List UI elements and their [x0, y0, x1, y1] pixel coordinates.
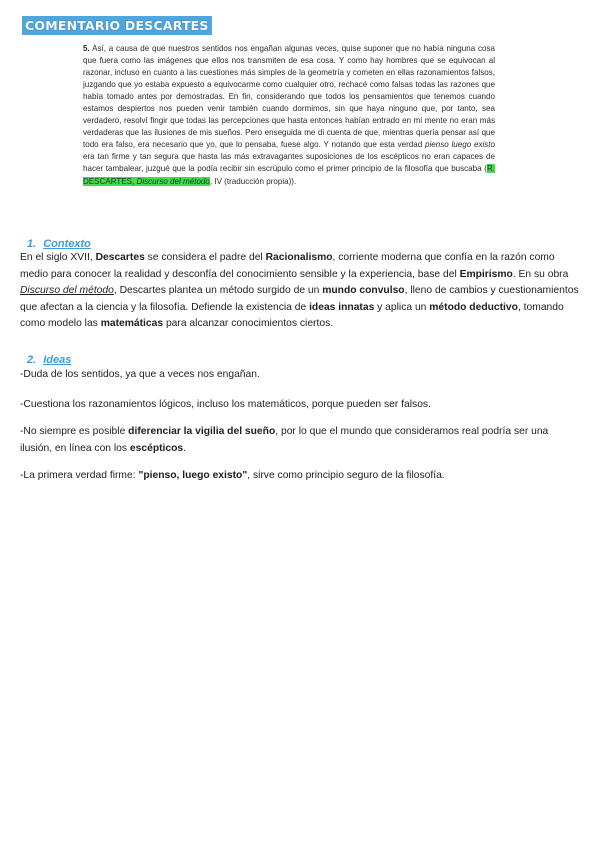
bold-term: Empirismo — [459, 268, 513, 280]
bold-term: Descartes — [95, 252, 145, 263]
text-run: En el siglo XVII, — [20, 252, 96, 263]
text-run: se considera el padre del — [144, 252, 266, 263]
text-run: . — [183, 442, 187, 454]
bold-term: diferenciar la vigilia del sueño — [128, 426, 276, 437]
citation-author: R. DESCARTES, — [83, 164, 495, 186]
text-run: , Descartes plantea un método surgido de un — [113, 285, 323, 297]
text-run: , lleno de cambios y cuestionamientos que afectan a la ciencia y la filosofía. Defiende la existencia de — [20, 285, 579, 313]
text-run: -La primera verdad firme: — [20, 470, 139, 481]
idea-item — [20, 468, 580, 485]
bold-term: matemáticas — [100, 318, 164, 330]
bold-term: Racionalismo — [265, 252, 333, 263]
source-quote — [83, 43, 495, 188]
bold-term: escépticos — [129, 442, 184, 454]
text-run: -No siempre es posible — [20, 426, 129, 437]
text-run: , por lo que el mundo que consideramos real podría ser una ilusión, en línea con los — [20, 426, 549, 454]
text-run: para alcanzar conocimientos ciertos. — [163, 318, 334, 330]
section-heading-context — [27, 237, 91, 251]
section-label: Contexto — [43, 238, 91, 250]
citation-tail: , IV (traducción propia)). — [209, 176, 297, 186]
text-run: , tomando como modelo las — [20, 301, 564, 330]
text-run: y aplica un — [374, 301, 430, 313]
work-title: Discurso del método — [20, 285, 114, 297]
citation-work: Discurso del método — [136, 176, 210, 186]
bold-term: "pienso, luego existo" — [138, 470, 248, 481]
section-number: 1. — [27, 238, 37, 250]
bold-term: método deductivo — [429, 301, 518, 313]
section-heading-ideas — [27, 353, 71, 367]
text-run: , sirve como principio seguro de la filosofía. — [247, 470, 445, 481]
quote-body: Así, a causa de que nuestros sentidos nos engañan algunas veces, quise suponer que no había ninguna cosa que fuera como las imágenes que ellos nos transmiten de esa cosa. Y como hay hombres que se equivocan al razonar, incluso en cuanto a las cuestiones más simples de la geometría y cometen en ellas razonamientos falsos, juzgando que yo estaba expuesto a equivocarme como cualquier otro, rechacé como falsas todas las razones que había tomado antes por demostradas. En fin, considerando que todos los pensamientos que tenemos cuando estamos despiertos nos pueden venir también cuando dormimos, sin que haya ninguno que, por tanto, sea verdadero, resolví fingir que todas las percepciones que hasta entonces habían entrado en mi mente no eran más verdaderas que las ilusiones de mis sueños. Pero enseguida me di cuenta de que, mientras quería pensar así que todo era falso, era necesario que yo, que lo pensaba, fuese algo. Y notando que esta verdad — [83, 44, 495, 150]
text-run: . En su obra — [512, 268, 569, 280]
context-paragraph — [20, 250, 580, 333]
bold-term: ideas innatas — [309, 301, 375, 313]
page-title: COMENTARIO DESCARTES — [22, 16, 212, 35]
quote-italic-phrase: pienso luego existo — [424, 140, 495, 150]
quote-number: 5. — [83, 44, 90, 53]
idea-item: -Duda de los sentidos, ya que a veces nos engañan. — [20, 369, 260, 380]
section-number: 2. — [27, 354, 37, 366]
quote-body-continued: era tan firme y tan segura que hasta las más extravagantes suposiciones de los escépticos no eran capaces de hacer tambalear, juzgué que la podía recibir sin escrúpulo como el primer principio de la filosofía que buscaba ( — [83, 152, 495, 174]
idea-item: -Cuestiona los razonamientos lógicos, incluso los matemáticos, porque pueden ser falsos. — [20, 399, 431, 410]
bold-term: mundo convulso — [322, 285, 405, 297]
text-run: , corriente moderna que confía en la razón como medio para conocer la realidad y desconfía del conocimiento sensible y la experiencia, base del — [20, 252, 555, 280]
idea-item — [20, 424, 580, 457]
section-label: Ideas — [43, 354, 72, 366]
